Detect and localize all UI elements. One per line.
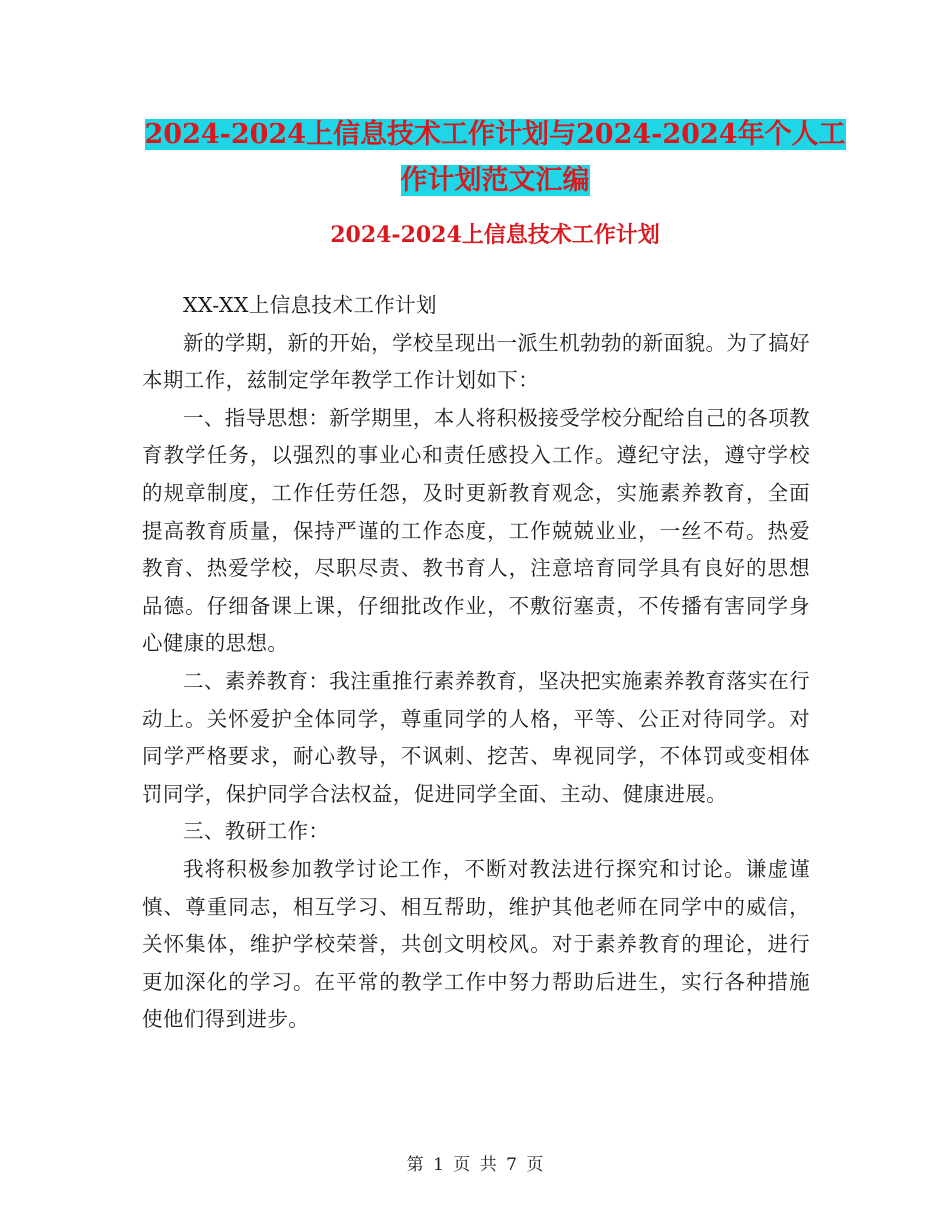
page-footer: 第 1 页 共 7 页 bbox=[406, 1155, 544, 1175]
paragraph-intro: 新的学期，新的开始，学校呈现出一派生机勃勃的新面貌。为了搞好本期工作，兹制定学年教学工作计划如下： bbox=[142, 330, 810, 393]
paragraph-research-heading: 三、教研工作： bbox=[183, 819, 330, 844]
paragraph-plan-name: XX-XX上信息技术工作计划 bbox=[183, 293, 437, 317]
paragraph-quality-education: 二、素养教育：我注重推行素养教育，坚决把实施素养教育落实在行动上。关怀爱护全体同学，尊重同学的人格，平等、公正对待同学。对同学严格要求，耐心教导，不讽刺、挖苦、卑视同学，不体罚或变相体罚同学，保护同学合法权益，促进同学全面、主动、健康进展。 bbox=[142, 668, 810, 806]
document-body bbox=[142, 287, 810, 1039]
paragraph-guiding-thought: 一、指导思想：新学期里，本人将积极接受学校分配给自己的各项教育教学任务，以强烈的事业心和责任感投入工作。遵纪守法，遵守学校的规章制度，工作任劳任怨，及时更新教育观念，实施素养教育，全面提高教育质量，保持严谨的工作态度，工作兢兢业业，一丝不苟。热爱教育、热爱学校，尽职尽责、教书育人，注意培育同学具有良好的思想品德。仔细备课上课，仔细批改作业，不敷衍塞责，不传播有害同学身心健康的思想。 bbox=[142, 405, 810, 656]
paragraph-research-work: 我将积极参加教学讨论工作，不断对教法进行探究和讨论。谦虚谨慎、尊重同志，相互学习、相互帮助，维护其他老师在同学中的威信，关怀集体，维护学校荣誉，共创文明校风。对于素养教育的理论，进行更加深化的学习。在平常的教学工作中努力帮助后进生，实行各种措施使他们得到进步。 bbox=[142, 856, 810, 1032]
document-title bbox=[140, 112, 850, 204]
document-title-line1: 2024-2024上信息技术工作计划与2024-2024年个人工 bbox=[144, 119, 846, 150]
document-title-line2: 作计划范文汇编 bbox=[400, 165, 590, 196]
section-title: 2024-2024上信息技术工作计划 bbox=[330, 222, 660, 248]
